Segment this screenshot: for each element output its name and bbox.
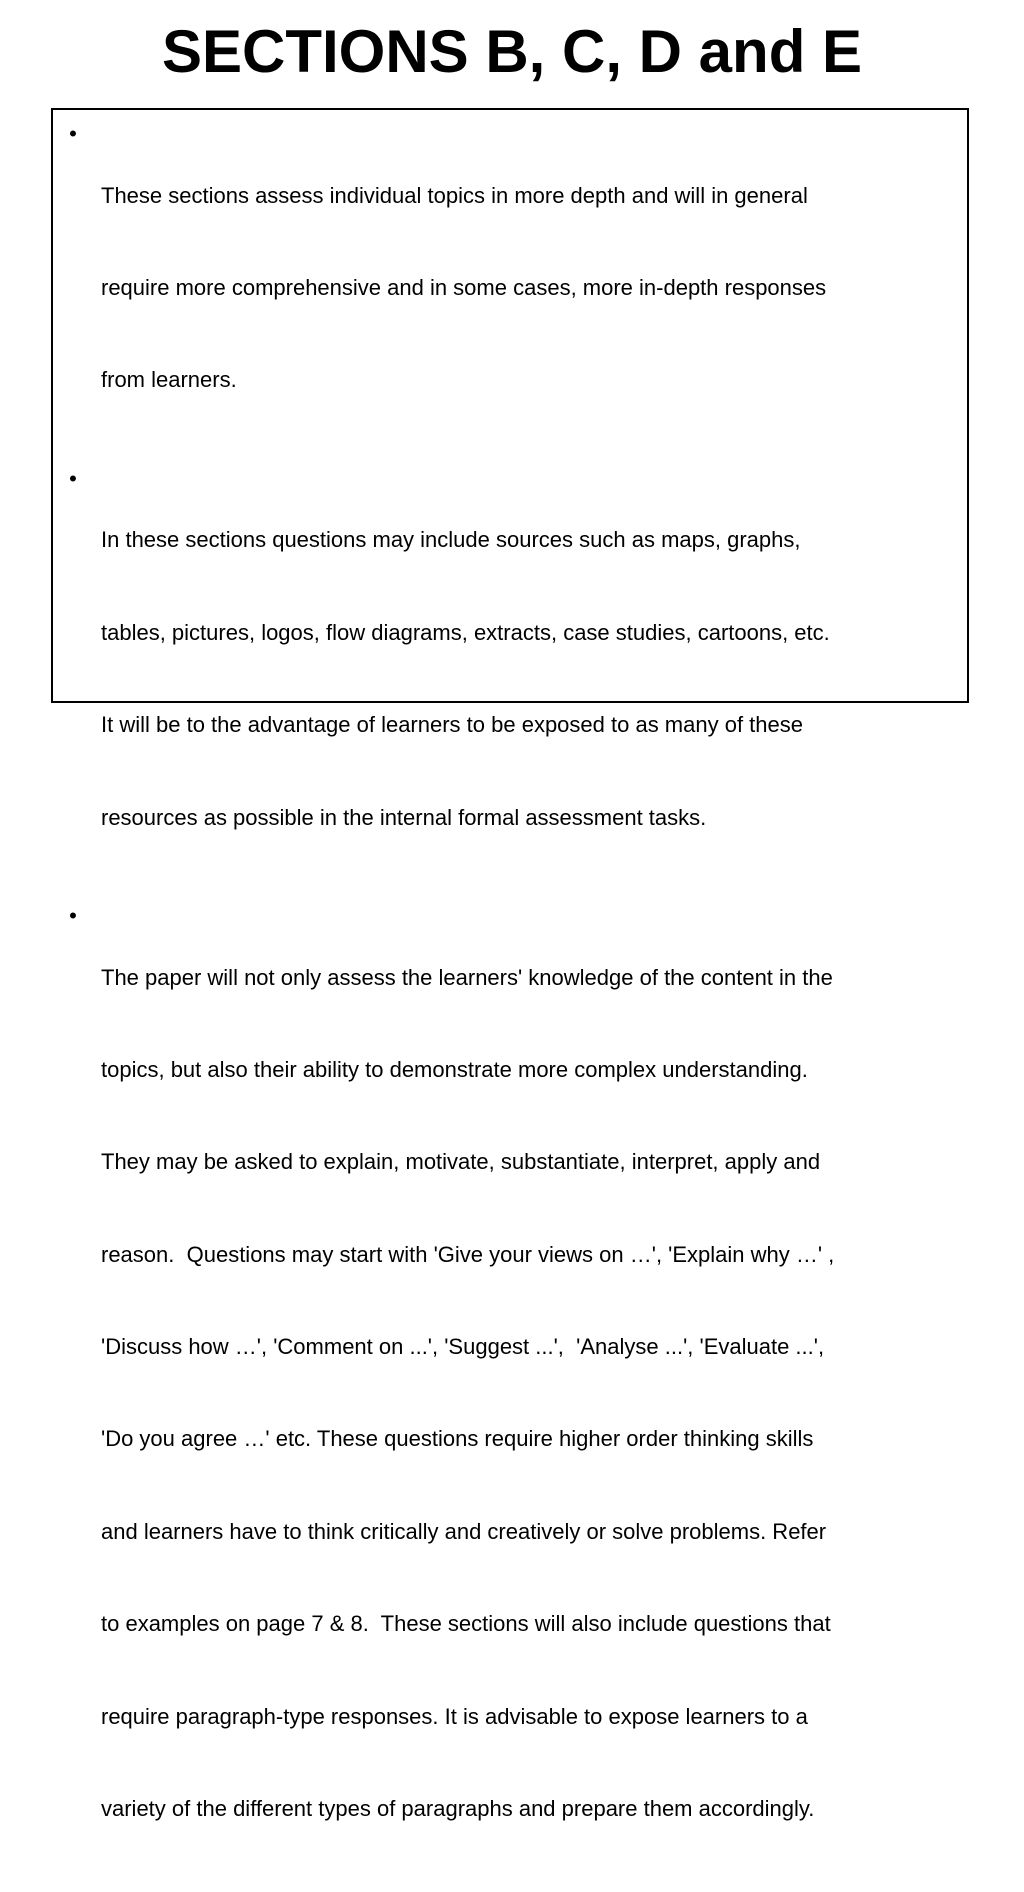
text-line: and learners have to think critically and creatively or solve problems. Refer xyxy=(101,1518,827,1544)
text-line: They may be asked to explain, motivate, substantiate, interpret, apply and xyxy=(101,1149,821,1175)
text-line: to examples on page 7 & 8. These sections will also include questions that xyxy=(101,1611,831,1637)
bullet-icon: • xyxy=(69,465,77,491)
text-line: 'Do you agree …' etc. These questions require higher order thinking skills xyxy=(101,1426,814,1452)
text-line: tables, pictures, logos, flow diagrams, extracts, case studies, cartoons, etc. xyxy=(101,619,830,645)
bullet-list xyxy=(63,119,959,1892)
text-line: It will be to the advantage of learners to be exposed to as many of these xyxy=(101,712,803,738)
text-line: topics, but also their ability to demonstrate more complex understanding. xyxy=(101,1056,808,1082)
bullet-text xyxy=(101,464,959,895)
bullet-text xyxy=(101,901,959,1887)
text-line: resources as possible in the internal formal assessment tasks. xyxy=(101,804,707,830)
text-line: reason. Questions may start with 'Give your views on …', 'Explain why …' , xyxy=(101,1241,835,1267)
bullet-item xyxy=(63,119,959,458)
text-line: require more comprehensive and in some cases, more in-depth responses xyxy=(101,274,827,300)
bullet-item xyxy=(63,901,959,1887)
text-line: from learners. xyxy=(101,367,237,393)
text-line: The paper will not only assess the learners' knowledge of the content in the xyxy=(101,964,833,990)
bullet-icon: • xyxy=(69,902,77,928)
text-line: These sections assess individual topics in more depth and will in general xyxy=(101,182,808,208)
bullet-icon: • xyxy=(69,121,77,146)
bullet-item xyxy=(63,464,959,895)
slide-title: SECTIONS B, C, D and E xyxy=(161,18,863,85)
text-line: In these sections questions may include sources such as maps, graphs, xyxy=(101,527,801,553)
text-line: require paragraph-type responses. It is advisable to expose learners to a xyxy=(101,1703,808,1729)
bullet-text xyxy=(101,119,959,458)
content-box xyxy=(51,108,969,1822)
text-line: variety of the different types of paragraphs and prepare them accordingly. xyxy=(101,1796,815,1822)
text-line: 'Discuss how …', 'Comment on ...', 'Suggest ...', 'Analyse ...', 'Evaluate ...', xyxy=(101,1334,825,1360)
